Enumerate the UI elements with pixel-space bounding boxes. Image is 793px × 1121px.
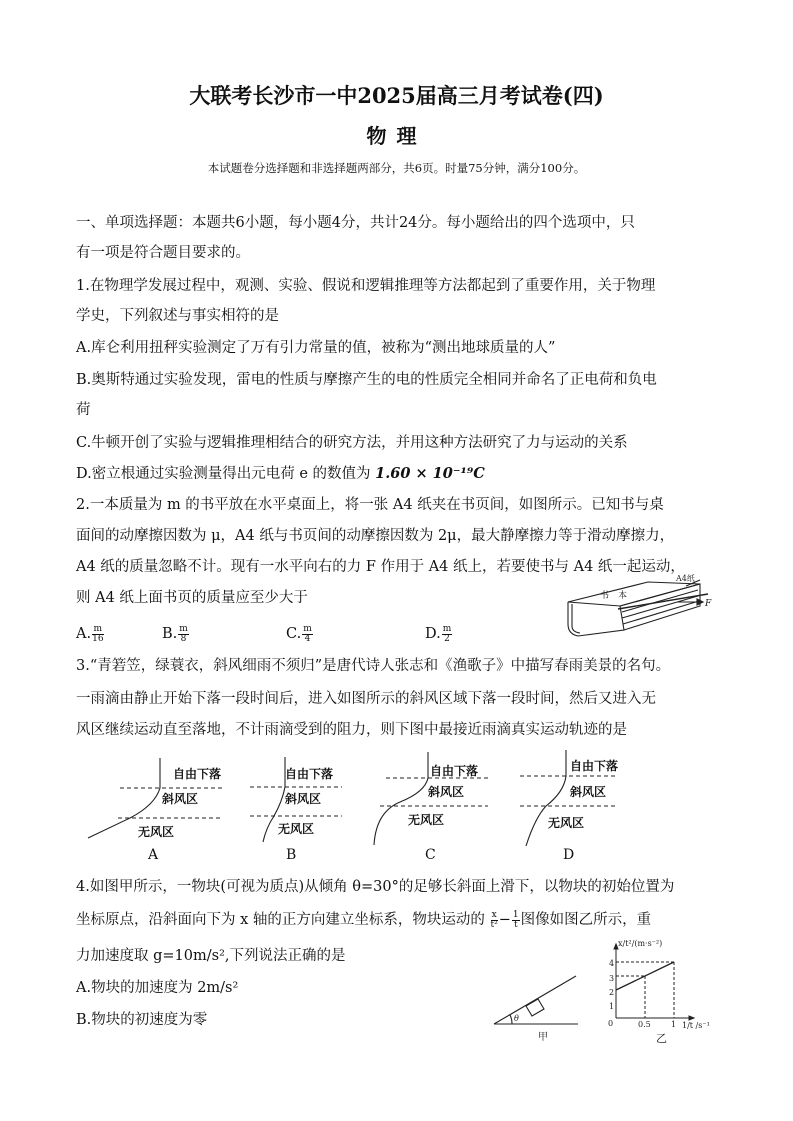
x-tick-0-5: 0.5 <box>638 1020 651 1029</box>
y-tick-2: 2 <box>609 988 615 997</box>
subject-title: 物理 <box>366 124 427 148</box>
elementary-charge-value: 1.60 × 10⁻¹⁹C <box>375 465 485 482</box>
q3-option-d-label: D <box>563 847 575 863</box>
q2-stem: 2.一本质量为 m 的书平放在水平桌面上，将一张 A4 纸夹在书页间，如图所示。已知书与桌 <box>76 497 664 513</box>
q4-stem: 4.如图甲所示，一物块(可视为质点)从倾角 θ=30°的足够长斜面上滑下，以物块的初始位置为 <box>76 879 675 895</box>
q2-stem-cont1: 面间的动摩擦因数为 μ，A4 纸与书页间的动摩擦因数为 2μ，最大静摩擦力等于滑动摩擦力， <box>76 528 675 544</box>
x-axis-label: 1/t /s⁻¹ <box>682 1021 710 1030</box>
q1-stem: 1.在物理学发展过程中，观测、实验、假说和逻辑推理等方法都起到了重要作用，关于物理 <box>76 278 656 294</box>
y-tick-3: 3 <box>609 974 615 983</box>
xt-graph-figure <box>598 938 718 1050</box>
q2-option-d: D. $\frac{m}{2}$ <box>425 623 452 644</box>
zone-wind-label-b: 斜风区 <box>285 792 322 806</box>
section-heading-cont: 有一项是符合题目要求的。 <box>76 245 250 261</box>
q2-stem-cont2: A4 纸的质量忽略不计。现有一水平向右的力 F 作用于 A4 纸上，若要使书与 A4 纸一起运动， <box>76 559 685 575</box>
q3-option-b-label: B <box>286 847 297 863</box>
zone-free-label-d: 自由下落 <box>570 759 619 773</box>
book-figure <box>558 572 718 644</box>
section-heading: 一、单项选择题：本题共6小题，每小题4分，共计24分。每小题给出的四个选项中，只 <box>76 215 635 231</box>
zone-wind-label-a: 斜风区 <box>162 792 199 806</box>
exam-note: 本试题卷分选择题和非选择题两部分，共6页。时量75分钟，满分100分。 <box>207 161 586 175</box>
q4-stem-cont2: 力加速度取 g=10m/s²,下列说法正确的是 <box>76 948 346 964</box>
zone-calm-label-a: 无风区 <box>138 825 175 839</box>
zone-calm-label-c: 无风区 <box>408 813 445 827</box>
origin-label: 0 <box>608 1019 614 1028</box>
block <box>526 999 544 1016</box>
q3-stem-cont2: 风区继续运动直至落地，不计雨滴受到的阻力，则下图中最接近雨滴真实运动轨迹的是 <box>76 722 627 738</box>
q1-option-d-text: D.密立根通过实验测量得出元电荷 e 的数值为 <box>76 466 371 482</box>
q4-option-b: B.物块的初速度为零 <box>76 1012 208 1028</box>
y-tick-4: 4 <box>609 959 615 968</box>
book-label: 书 本 <box>600 591 628 601</box>
zone-calm-label-b: 无风区 <box>278 822 315 836</box>
zone-free-label-b: 自由下落 <box>285 767 334 781</box>
q1-stem-cont: 学史，下列叙述与事实相符的是 <box>76 308 279 324</box>
q2-stem-cont3: 则 A4 纸上面书页的质量应至少大于 <box>76 590 308 606</box>
q2-option-c: C. $\frac{m}{4}$ <box>286 623 312 644</box>
q3-stem: 3.“青箬笠，绿蓑衣，斜风细雨不须归”是唐代诗人张志和《渔歌子》中描写春雨美景的名句。 <box>76 658 671 674</box>
trajectory-d <box>526 750 566 846</box>
page-title: 大联考长沙市一中2025届高三月考试卷(四) <box>189 83 604 108</box>
q2-option-b: B. $\frac{m}{8}$ <box>162 623 188 644</box>
zone-free-label-a: 自由下落 <box>173 767 222 781</box>
incline-figure <box>488 966 588 1046</box>
zone-free-label-c: 自由下落 <box>430 764 479 778</box>
a4-paper-label: A4纸 <box>676 574 695 583</box>
q1-option-a: A.库仑利用扭秤实验测定了万有引力常量的值，被称为“测出地球质量的人” <box>76 340 556 356</box>
force-label: F <box>705 599 712 609</box>
q3-stem-cont1: 一雨滴由静止开始下落一段时间后，进入如图所示的斜风区域下落一段时间，然后又进入无 <box>76 691 656 707</box>
q1-option-d <box>76 464 485 484</box>
zone-calm-label-d: 无风区 <box>548 816 585 830</box>
figure-jia-caption: 甲 <box>538 1032 548 1043</box>
q4-stem-cont1: 坐标原点，沿斜面向下为 x 轴的正方向建立坐标系，物块运动的 $\frac{x}{\text{t²}}$ − $\frac{1}{t}$ 图像如图乙所示，重 <box>76 909 652 930</box>
zone-wind-label-c: 斜风区 <box>428 785 465 799</box>
trajectory-c <box>374 752 428 845</box>
q4-option-a: A.物块的加速度为 2m/s² <box>76 980 239 996</box>
figure-yi-caption: 乙 <box>656 1032 667 1045</box>
q3-trajectory-figures <box>80 750 640 865</box>
x-tick-1: 1 <box>671 1020 677 1029</box>
q1-option-b-cont: 荷 <box>76 402 91 418</box>
q3-option-a-label: A <box>148 847 159 863</box>
q2-option-a: A. $\frac{m}{16}$ <box>76 623 104 644</box>
zone-wind-label-d: 斜风区 <box>570 785 607 799</box>
q1-option-c: C.牛顿开创了实验与逻辑推理相结合的研究方法，并用这种方法研究了力与运动的关系 <box>76 435 628 451</box>
q1-option-b: B.奥斯特通过实验发现，雷电的性质与摩擦产生的电的性质完全相同并命名了正电荷和负电 <box>76 372 657 388</box>
y-tick-1: 1 <box>609 1002 615 1011</box>
angle-label: θ <box>514 1014 519 1023</box>
q3-option-c-label: C <box>425 847 436 863</box>
y-axis-label: x/t²/(m·s⁻²) <box>618 939 663 948</box>
